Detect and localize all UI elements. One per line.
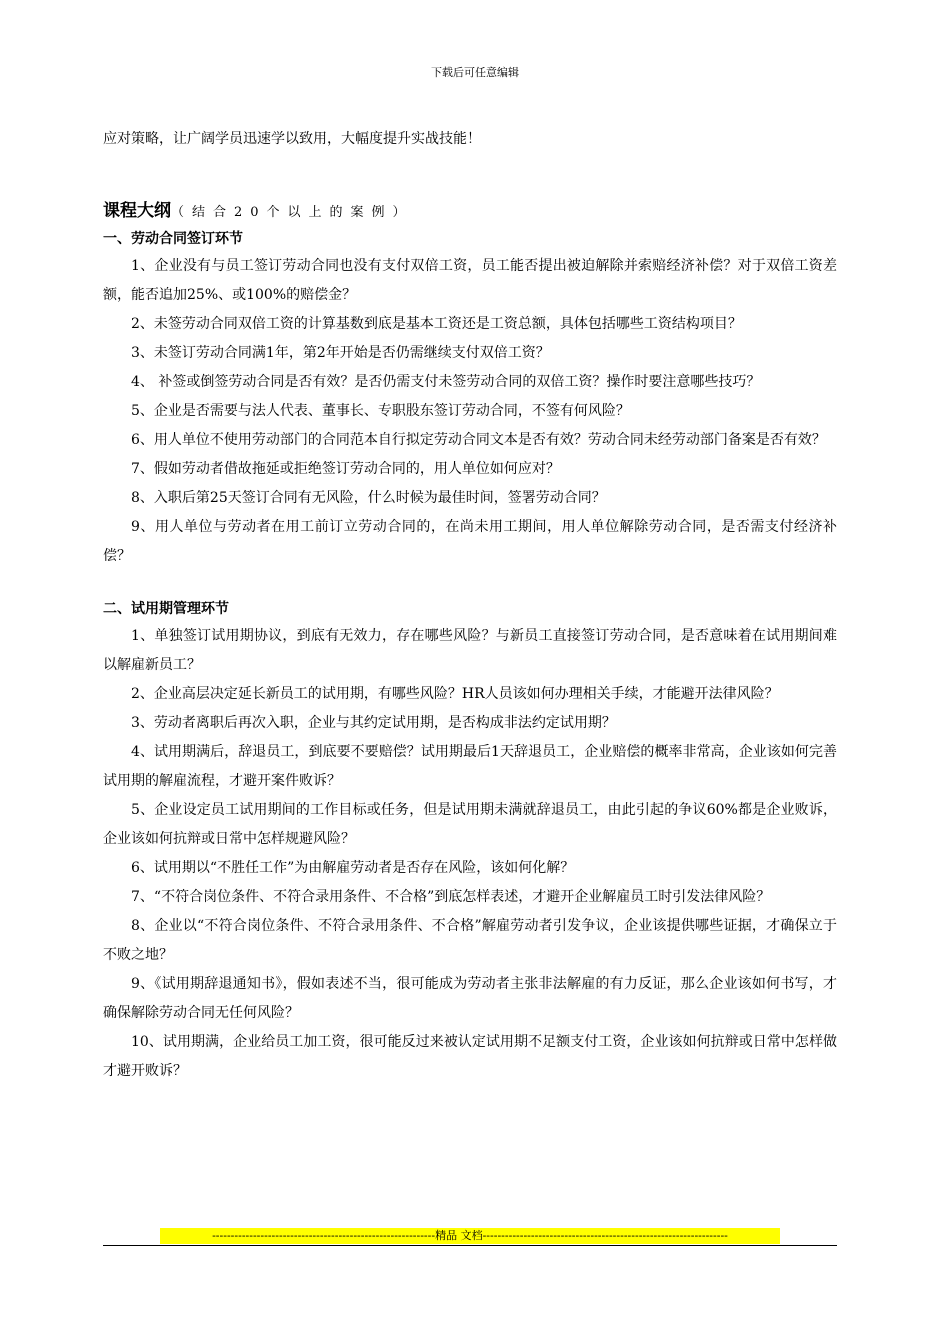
footer-banner: ------------------------------------------------------------精品 文档------------------------------------------------------------------	[160, 1228, 780, 1244]
list-item: 7、“不符合岗位条件、不符合录用条件、不合格”到底怎样表述，才避开企业解雇员工时引发法律风险？	[131, 889, 771, 905]
outline-title-subtitle: （结合20个以上的案例）	[171, 205, 414, 220]
list-item: 6、试用期以“不胜任工作”为由解雇劳动者是否存在风险，该如何化解？	[131, 860, 575, 876]
document-body	[103, 125, 837, 1086]
list-item: 2、企业高层决定延长新员工的试用期，有哪些风险？HR人员该如何办理相关手续，才能避开法律风险？	[131, 686, 779, 702]
outline-title	[103, 196, 837, 226]
section-heading: 一、劳动合同签订环节	[103, 231, 243, 247]
list-item: 1、单独签订试用期协议，到底有无效力，存在哪些风险？与新员工直接签订劳动合同，是否意味着在试用期间难以解雇新员工？	[103, 628, 837, 673]
footer-divider	[103, 1245, 837, 1246]
intro-line: 应对策略，让广阔学员迅速学以致用，大幅度提升实战技能！	[103, 131, 481, 147]
list-item: 4、 补签或倒签劳动合同是否有效？是否仍需支付未签劳动合同的双倍工资？操作时要注意哪些技巧？	[131, 374, 761, 390]
list-item: 9、《试用期辞退通知书》，假如表述不当，很可能成为劳动者主张非法解雇的有力反证，那么企业该如何书写，才确保解除劳动合同无任何风险？	[103, 976, 837, 1021]
list-item: 1、企业没有与员工签订劳动合同也没有支付双倍工资，员工能否提出被迫解除并索赔经济补偿？对于双倍工资差额，能否追加25%、或100%的赔偿金？	[103, 258, 837, 303]
list-item: 5、企业是否需要与法人代表、董事长、专职股东签订劳动合同，不签有何风险？	[131, 403, 630, 419]
list-item: 3、未签订劳动合同满1年，第2年开始是否仍需继续支付双倍工资？	[131, 345, 550, 361]
list-item: 3、劳动者离职后再次入职，企业与其约定试用期，是否构成非法约定试用期？	[131, 715, 616, 731]
list-item: 6、用人单位不使用劳动部门的合同范本自行拟定劳动合同文本是否有效？劳动合同未经劳动部门备案是否有效？	[131, 432, 826, 448]
list-item: 8、入职后第25天签订合同有无风险，什么时候为最佳时间，签署劳动合同？	[131, 490, 606, 506]
list-item: 8、企业以“不符合岗位条件、不符合录用条件、不合格”解雇劳动者引发争议，企业该提供哪些证据，才确保立于不败之地？	[103, 918, 837, 963]
list-item: 9、用人单位与劳动者在用工前订立劳动合同的，在尚未用工期间，用人单位解除劳动合同，是否需支付经济补偿？	[103, 519, 837, 564]
list-item: 7、假如劳动者借故拖延或拒绝签订劳动合同的，用人单位如何应对？	[131, 461, 560, 477]
list-item: 4、试用期满后，辞退员工，到底要不要赔偿？试用期最后1天辞退员工，企业赔偿的概率非常高，企业该如何完善试用期的解雇流程，才避开案件败诉？	[103, 744, 837, 789]
header-note: 下载后可任意编辑	[431, 66, 519, 79]
list-item: 2、未签劳动合同双倍工资的计算基数到底是基本工资还是工资总额，具体包括哪些工资结构项目？	[131, 316, 742, 332]
section-probation	[103, 596, 837, 1086]
section-labor-contract	[103, 226, 837, 571]
list-item: 10、试用期满，企业给员工加工资，很可能反过来被认定试用期不足额支付工资，企业该如何抗辩或日常中怎样做才避开败诉？	[103, 1034, 837, 1079]
section-heading: 二、试用期管理环节	[103, 601, 229, 617]
list-item: 5、企业设定员工试用期间的工作目标或任务，但是试用期未满就辞退员工，由此引起的争议60%都是企业败诉，企业该如何抗辩或日常中怎样规避风险？	[103, 802, 837, 847]
outline-title-main: 课程大纲	[103, 201, 171, 221]
